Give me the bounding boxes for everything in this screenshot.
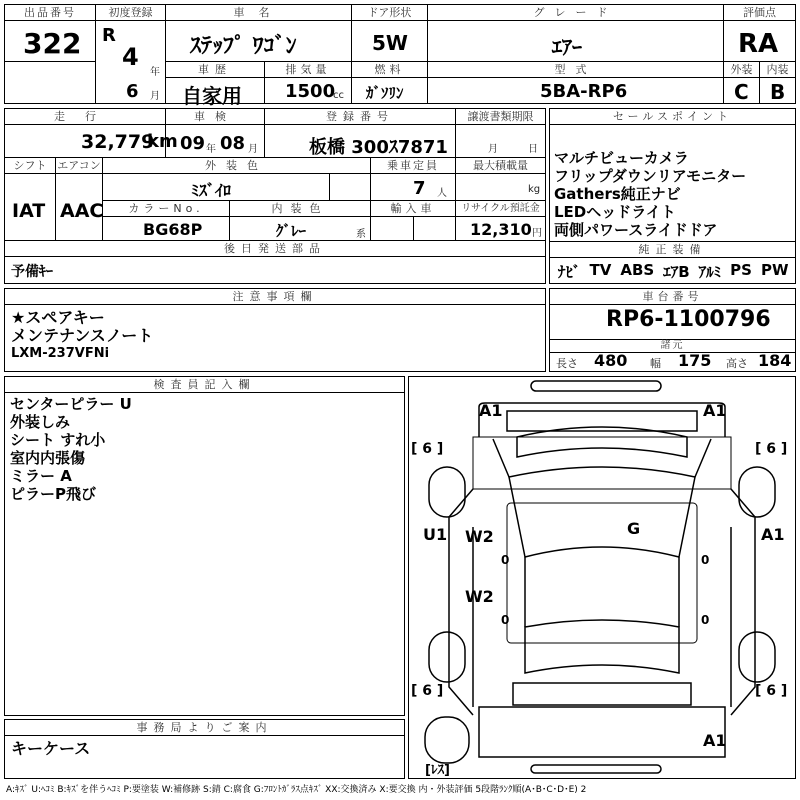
- model: 5BA-RP6: [540, 81, 628, 102]
- color-cell: [102, 157, 371, 201]
- chassis-cell: [549, 288, 796, 340]
- inspector-label: 検査員記入欄: [5, 377, 404, 393]
- length-label: 長さ: [556, 357, 578, 370]
- lot-label: 出品番号: [5, 5, 95, 21]
- plate-label: 登録番号: [265, 109, 455, 125]
- shift: IAT: [12, 200, 46, 222]
- equipment-item: TV: [589, 261, 612, 279]
- equipment-item: PS: [730, 261, 752, 279]
- spare-tire-none: [ﾚｽ]: [425, 763, 450, 778]
- capacity-cell: [370, 157, 456, 201]
- sales-point: フリップダウンリアモニター: [554, 167, 747, 185]
- capacity-label: 乗車定員: [371, 158, 455, 174]
- load-unit: kg: [528, 184, 541, 195]
- caution-cell: [4, 288, 546, 372]
- import-label: 輸入車: [371, 201, 455, 217]
- equipment-item: ｱﾙﾐ: [698, 263, 722, 281]
- inspection-label: 車検: [166, 109, 264, 125]
- capacity-unit: 人: [437, 188, 447, 199]
- car-outline: [409, 377, 795, 778]
- interior-color: ｸﾞﾚｰ: [276, 222, 307, 240]
- int-grade: B: [770, 80, 786, 104]
- caution-line: LXM-237VFNi: [11, 346, 110, 361]
- transfer-month-unit: 月: [488, 144, 498, 155]
- displacement: 1500: [285, 81, 336, 102]
- car-diagram: [408, 376, 796, 779]
- inspector-line: 室内内張傷: [10, 449, 86, 467]
- colorno-cell: [102, 200, 230, 241]
- height-label: 高さ: [726, 357, 748, 370]
- recycle-unit: 円: [532, 228, 542, 239]
- ext-cell: [723, 61, 760, 104]
- equipment-label: 純正装備: [550, 242, 795, 258]
- reg-month: 6: [126, 81, 139, 102]
- tread-front-left: 0: [501, 553, 510, 567]
- transfer-cell: [455, 108, 546, 158]
- grade-label: グレード: [428, 5, 723, 21]
- recycle-fee: 12,310: [470, 220, 532, 239]
- plate-number: 板橋 300ｽ7871: [309, 137, 448, 158]
- shift-label: シフト: [5, 158, 55, 174]
- sales-point: マルチビューカメラ: [554, 149, 689, 167]
- chassis-number: RP6-1100796: [606, 307, 771, 332]
- ac-cell: [55, 157, 103, 241]
- equipment-cell: [549, 241, 796, 284]
- intcolor-cell: [229, 200, 371, 241]
- displacement-unit: cc: [333, 90, 344, 101]
- inspector-line: センターピラー U: [10, 395, 132, 413]
- transfer-label: 譲渡書類期限: [456, 109, 545, 125]
- exterior-color: ﾐｽﾞｲﾛ: [191, 181, 232, 200]
- caution-line: メンテナンスノート: [11, 326, 154, 345]
- damage-a1-right: A1: [761, 525, 785, 544]
- later-parts: 予備ｷｰ: [11, 264, 53, 280]
- equipment-item: PW: [760, 261, 789, 279]
- sales-points-label: セールスポイント: [550, 109, 795, 125]
- office-cell: [4, 719, 405, 779]
- damage-u1-left: U1: [423, 525, 448, 544]
- length: 480: [594, 351, 628, 370]
- mileage-unit: km: [147, 131, 178, 152]
- height: 184: [758, 351, 792, 370]
- door-cell: [351, 4, 428, 62]
- import-divider: [413, 217, 414, 242]
- inspector-line: 外装しみ: [10, 413, 71, 431]
- fuel: ｶﾞｿﾘﾝ: [366, 84, 404, 102]
- import-cell: [370, 200, 456, 241]
- transfer-day-unit: 日: [528, 144, 538, 155]
- dims-cell: [549, 339, 796, 372]
- inspection-month: 08: [220, 133, 246, 154]
- inspection-year-unit: 年: [206, 144, 216, 155]
- tire-front-left: [ 6 ]: [411, 441, 444, 457]
- sales-points-cell: [549, 108, 796, 242]
- color-number: BG68P: [143, 220, 203, 239]
- mileage-label: 走行: [5, 109, 165, 125]
- chassis-label: 車台番号: [550, 289, 795, 305]
- damage-w2-rear: W2: [465, 587, 494, 606]
- tire-rear-right: [ 6 ]: [755, 683, 788, 699]
- sales-point: Gathers純正ナビ: [554, 185, 681, 203]
- later-parts-label: 後日発送部品: [5, 241, 545, 257]
- tire-rear-left: [ 6 ]: [411, 683, 444, 699]
- ext-grade: C: [734, 80, 749, 104]
- model-cell: [427, 61, 724, 104]
- inspector-line: シート すれ小: [10, 431, 106, 449]
- office-label: 事務局よりご案内: [5, 720, 404, 736]
- mileage: 32,779: [81, 131, 155, 153]
- ac-label: エアコン: [57, 159, 101, 172]
- later-parts-cell: [4, 240, 546, 284]
- caution-line: ★スペアキー: [11, 308, 105, 327]
- reg-era: R: [102, 25, 116, 46]
- width: 175: [678, 351, 712, 370]
- equipment-item: ｴｱB: [663, 263, 690, 281]
- caution-label: 注意事項欄: [5, 289, 545, 305]
- width-label: 幅: [650, 357, 661, 370]
- sales-point: 両側パワースライドドア: [554, 221, 718, 239]
- history: 自家用: [182, 84, 242, 108]
- capacity: 7: [413, 178, 426, 199]
- lot-cell: [4, 4, 96, 62]
- intcolor-label: 内装色: [230, 201, 370, 217]
- first-reg-label: 初度登録: [96, 5, 165, 21]
- recycle-cell: [455, 200, 546, 241]
- fuel-cell: [351, 61, 428, 104]
- damage-a1-top-left: A1: [479, 401, 503, 420]
- reg-year: 4: [122, 43, 139, 71]
- fuel-label: 燃料: [352, 62, 427, 78]
- colorno-label: カラーNo.: [103, 201, 229, 217]
- damage-w2-front: W2: [465, 527, 494, 546]
- car-name-label: 車名: [166, 5, 351, 21]
- load-label: 最大積載量: [456, 158, 545, 174]
- lot-empty-cell: [4, 61, 96, 104]
- ac: AAC: [60, 200, 104, 222]
- lot-number: 322: [23, 27, 82, 60]
- displacement-label: 排気量: [265, 62, 351, 78]
- mileage-cell: [4, 108, 178, 158]
- int-cell: [759, 61, 796, 104]
- score-label: 評価点: [724, 5, 795, 21]
- car-name: ｽﾃｯﾌﾟ ﾜｺﾞﾝ: [190, 34, 297, 59]
- intcolor-unit: 系: [356, 229, 366, 240]
- damage-g-windshield: G: [627, 519, 641, 538]
- inspection-year: 09: [180, 133, 206, 154]
- color-divider: [329, 174, 330, 202]
- caution-list: [11, 309, 153, 363]
- equipment-item: ﾅﾋﾞ: [558, 263, 581, 281]
- inspector-cell: [4, 376, 405, 716]
- door-type: 5W: [372, 31, 408, 55]
- model-label: 型式: [428, 62, 723, 78]
- legend: A:ｷｽﾞ U:ﾍｺﾐ B:ｷｽﾞを伴うﾍｺﾐ P:要塗装 W:補修跡 S:錆 C:腐食 G:ﾌﾛﾝﾄｶﾞﾗｽ点ｷｽﾞ XX:交換済み X:要交換 内・外装評価 5段階ﾗﾝｸ順(A･B･C･D･E) 2: [6, 785, 587, 795]
- inspector-line: ピラーP飛び: [10, 485, 96, 503]
- recycle-label: リサイクル預託金: [456, 201, 545, 217]
- door-label: ドア形状: [352, 5, 427, 21]
- int-label: 内装: [760, 62, 795, 78]
- tread-rear-right: 0: [701, 613, 710, 627]
- tread-rear-left: 0: [501, 613, 510, 627]
- dims-label: 諸元: [550, 340, 795, 353]
- shift-cell: [4, 157, 56, 241]
- inspector-list: [10, 395, 132, 503]
- tire-front-right: [ 6 ]: [755, 441, 788, 457]
- plate-cell: [264, 108, 456, 158]
- office-line: キーケース: [11, 739, 91, 758]
- displacement-cell: [264, 61, 352, 104]
- history-cell: [165, 61, 265, 108]
- inspection-cell: [165, 108, 265, 158]
- damage-a1-rear: A1: [703, 731, 727, 750]
- inspection-month-unit: 月: [248, 144, 258, 155]
- grade-cell: [427, 4, 724, 62]
- damage-a1-top-right: A1: [703, 401, 727, 420]
- color-label: 外装色: [103, 158, 370, 174]
- grade: ｴｱｰ: [552, 35, 582, 59]
- sales-points-list: [554, 149, 746, 239]
- reg-month-unit: 月: [150, 91, 160, 102]
- tread-front-right: 0: [701, 553, 710, 567]
- score-cell: [723, 4, 796, 62]
- score: RA: [738, 29, 779, 59]
- history-label: 車歴: [166, 62, 264, 78]
- load-cell: [455, 157, 546, 201]
- ext-label: 外装: [724, 62, 759, 78]
- first-reg-cell: [95, 4, 166, 104]
- reg-year-unit: 年: [150, 67, 160, 78]
- equipment-item: ABS: [620, 261, 655, 279]
- inspector-line: ミラー A: [10, 467, 72, 485]
- sales-point: LEDヘッドライト: [554, 203, 676, 221]
- equipment-list: [558, 261, 789, 282]
- car-name-cell: [165, 4, 352, 62]
